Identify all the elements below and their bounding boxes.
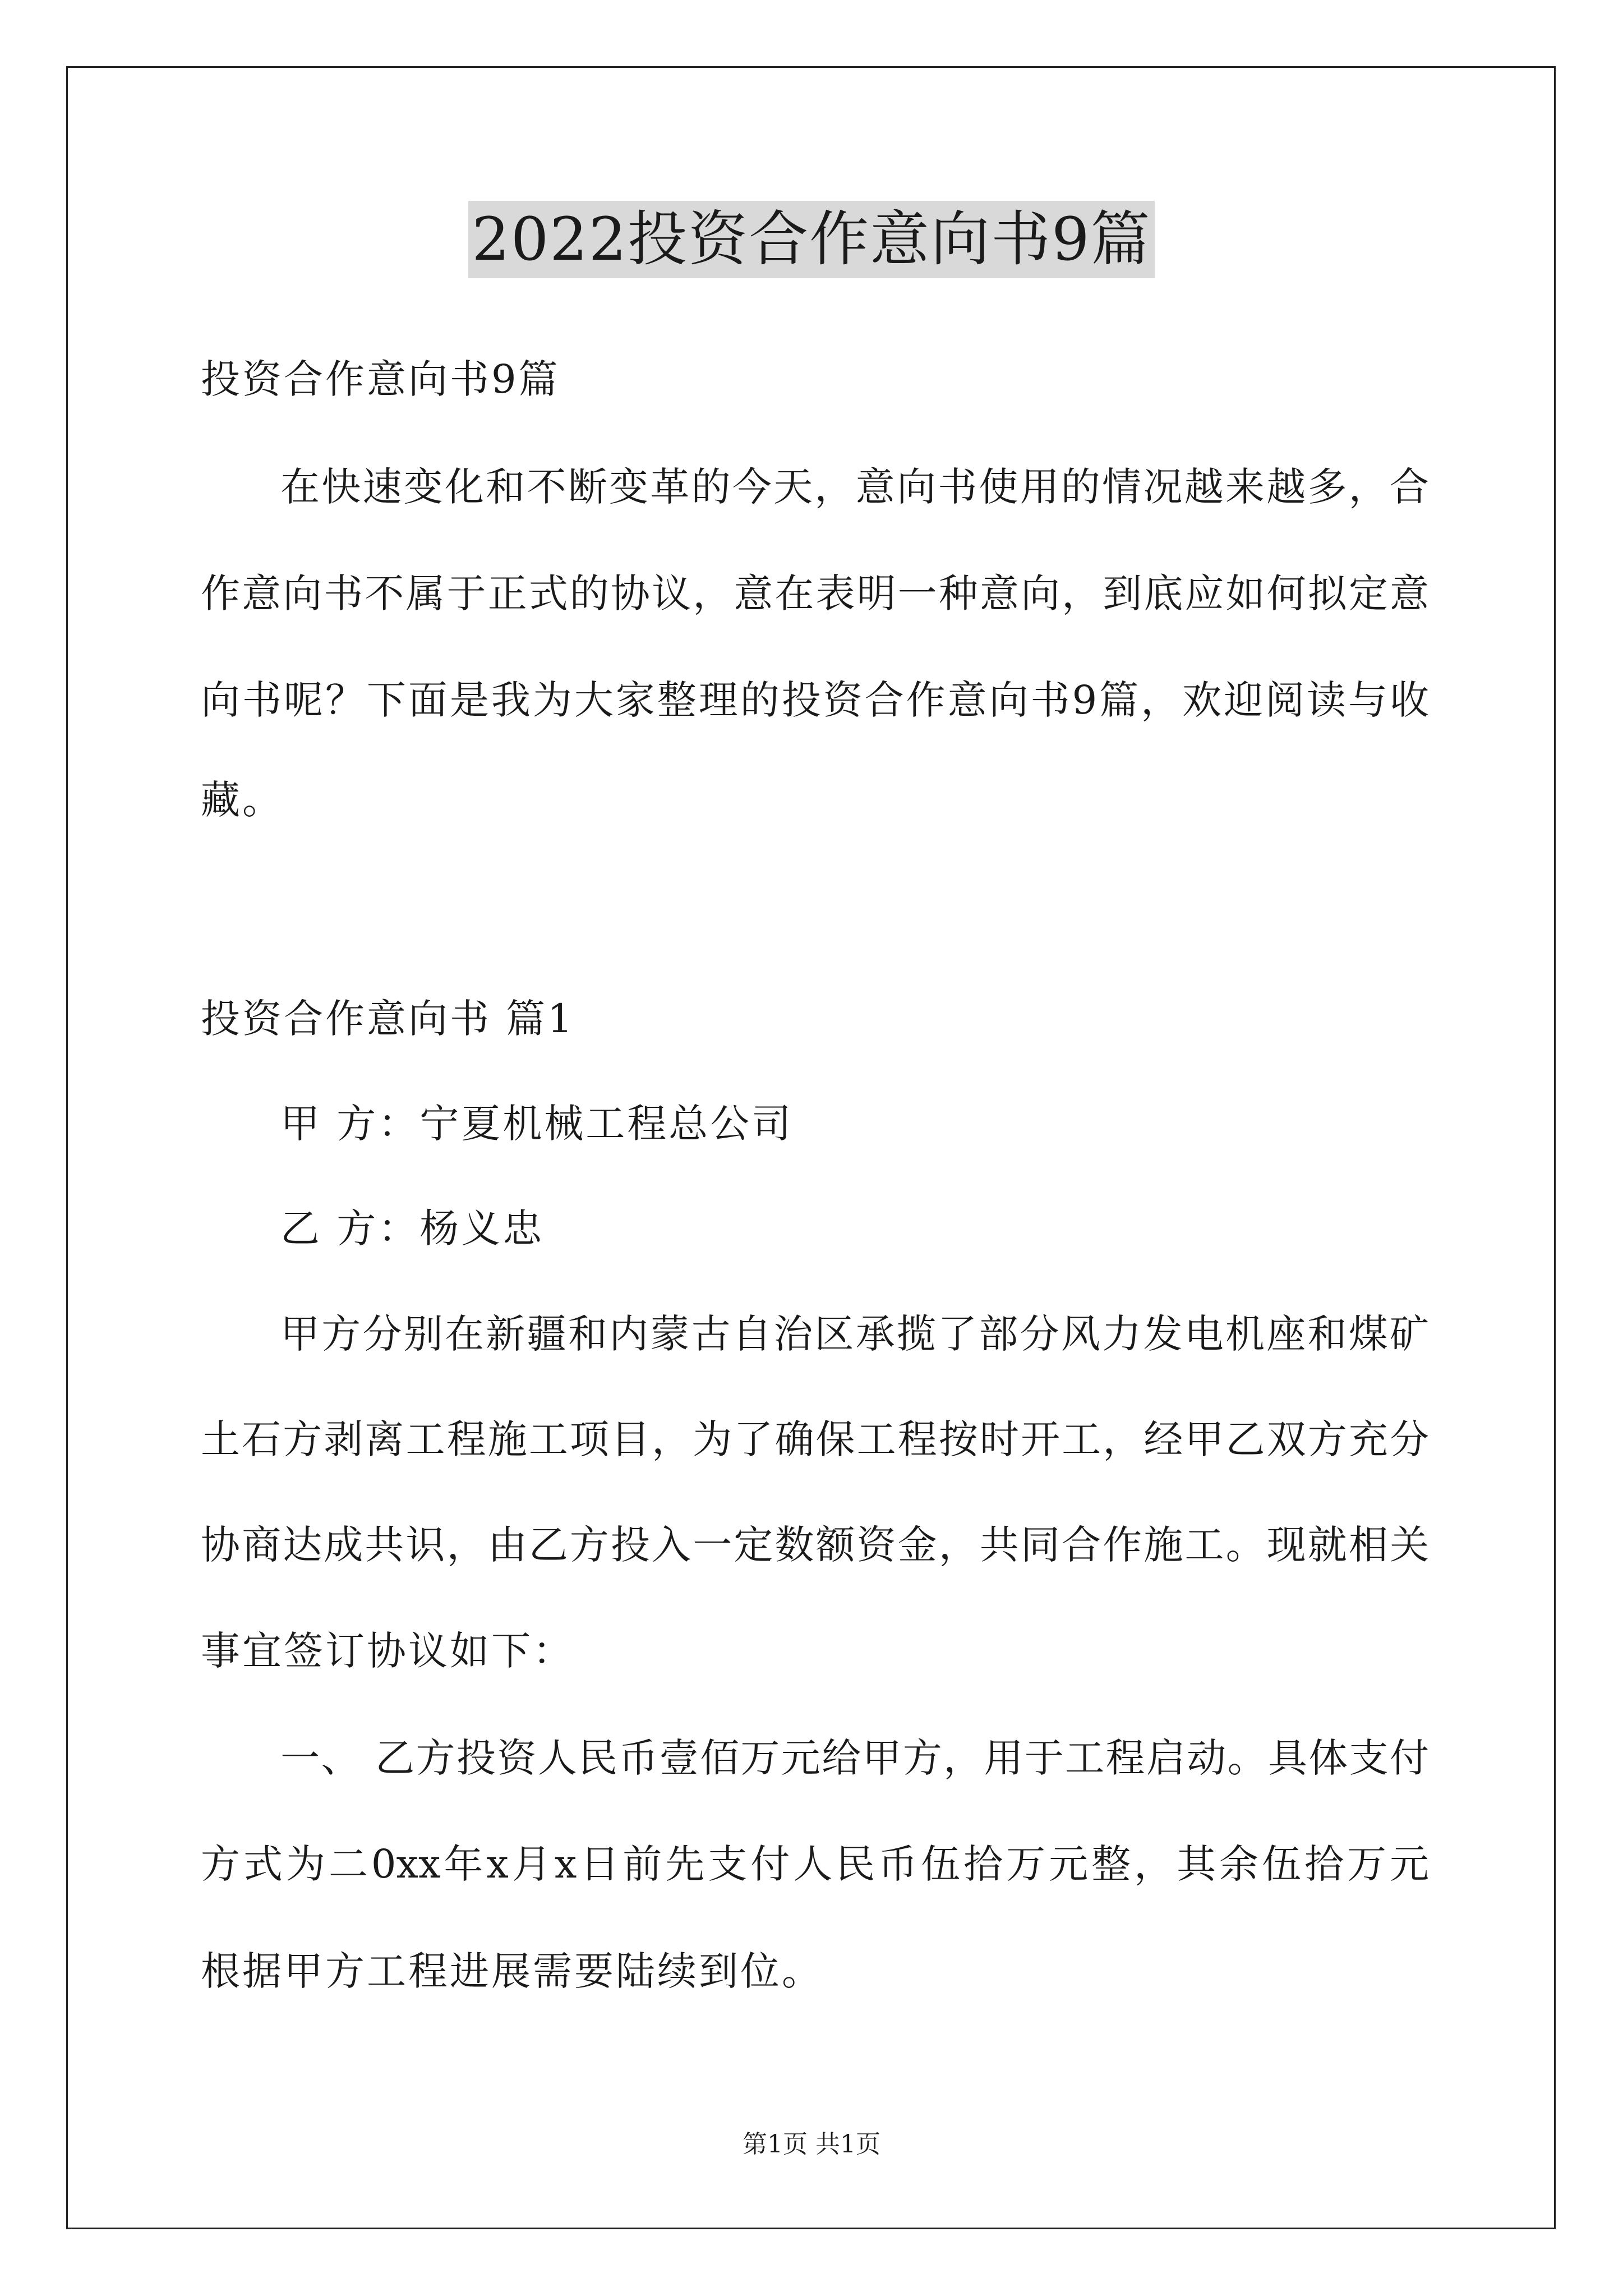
intro-line-2: 作意向书不属于正式的协议，意在表明一种意向，到底应如何拟定意 <box>201 570 1429 616</box>
body-para1-line-3: 协商达成共识，由乙方投入一定数额资金，共同合作施工。现就相关 <box>201 1522 1429 1568</box>
subtitle: 投资合作意向书9篇 <box>201 356 560 402</box>
intro-line-1: 在快速变化和不断变革的今天，意向书使用的情况越来越多，合 <box>280 464 1429 510</box>
body-para1-line-4: 事宜签订协议如下： <box>201 1628 574 1674</box>
body-para2-line-2: 方式为二0xx年x月x日前先支付人民币伍拾万元整，其余伍拾万元 <box>201 1841 1429 1887</box>
intro-line-3: 向书呢？下面是我为大家整理的投资合作意向书9篇，欢迎阅读与收 <box>201 677 1429 723</box>
page-footer: 第1页 共1页 <box>743 2130 880 2159</box>
party-a: 甲 方：宁夏机械工程总公司 <box>280 1101 794 1147</box>
body-para1-line-2: 土石方剥离工程施工项目，为了确保工程按时开工，经甲乙双方充分 <box>201 1416 1429 1462</box>
body-para2-line-3: 根据甲方工程进展需要陆续到位。 <box>201 1948 823 1994</box>
body-para1-line-1: 甲方分别在新疆和内蒙古自治区承揽了部分风力发电机座和煤矿 <box>280 1311 1429 1357</box>
intro-line-4: 藏。 <box>201 777 284 823</box>
document-title: 2022投资合作意向书9篇 <box>468 201 1154 278</box>
body-para2-line-1: 一、 乙方投资人民币壹佰万元给甲方，用于工程启动。具体支付 <box>280 1735 1429 1781</box>
section-heading: 投资合作意向书 篇1 <box>201 996 575 1042</box>
party-b: 乙 方：杨义忠 <box>280 1205 545 1251</box>
title-container <box>0 201 1623 278</box>
